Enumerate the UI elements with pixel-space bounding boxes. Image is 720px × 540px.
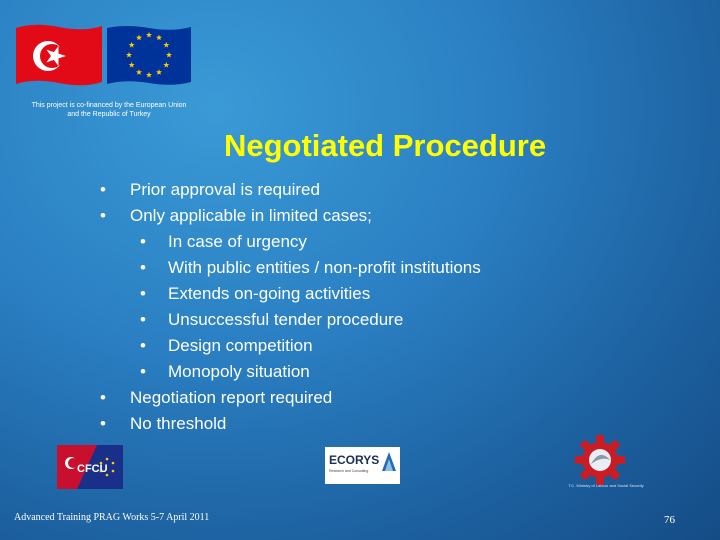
bullet-item: [100, 414, 620, 440]
bullet-item: [100, 180, 620, 206]
eu-flag-icon: [106, 24, 192, 88]
cofinance-line-1: This project is co-financed by the European Union: [31, 102, 187, 109]
slide-title: Negotiated Procedure: [223, 128, 547, 163]
sub-bullet-item: [100, 232, 620, 258]
footer-text: Advanced Training PRAG Works 5-7 April 2011: [14, 512, 210, 523]
bullet-text: Only applicable in limited cases;: [130, 206, 372, 225]
ecorys-logo-icon: [325, 447, 400, 484]
bullet-dot: •: [140, 232, 146, 251]
cofinance-line-2: and the Republic of Turkey: [67, 111, 151, 118]
bullet-text: Prior approval is required: [130, 180, 320, 199]
ecorys-triangle-icon: [381, 451, 397, 477]
sub-bullet-item: [100, 336, 620, 362]
bullet-text: In case of urgency: [168, 232, 307, 251]
bullet-item: [100, 388, 620, 414]
bullet-dot: •: [140, 258, 146, 277]
sub-bullet-item: [100, 310, 620, 336]
ecorys-tagline: Research and Consulting: [329, 469, 369, 473]
bullet-dot: •: [140, 336, 146, 355]
bullet-text: Design competition: [168, 336, 313, 355]
bullet-dot: •: [100, 206, 106, 225]
turkey-flag-icon: [14, 22, 104, 88]
ecorys-logo-text: ECORYS: [329, 453, 380, 467]
bullet-text: Negotiation report required: [130, 388, 333, 407]
bullet-dot: •: [100, 388, 106, 407]
bullet-text: Unsuccessful tender procedure: [168, 310, 404, 329]
bullet-text: Monopoly situation: [168, 362, 310, 381]
gear-logo-icon: [570, 434, 640, 489]
bullet-dot: •: [140, 362, 146, 381]
bullet-text: No threshold: [130, 414, 227, 433]
bullet-dot: •: [140, 310, 146, 329]
bullet-text: With public entities / non-profit institutions: [168, 258, 481, 277]
bullet-dot: •: [100, 180, 106, 199]
sub-bullet-item: [100, 362, 620, 388]
cofinance-notice: [14, 101, 204, 119]
bullet-dot: •: [100, 414, 106, 433]
page-number: 76: [664, 514, 675, 526]
bullet-dot: •: [140, 284, 146, 303]
gear-logo-caption: T.C. Ministry of Labour and Social Security: [568, 483, 644, 488]
sub-bullet-item: [100, 284, 620, 310]
cfcu-logo-text: CFCU: [77, 463, 108, 475]
bullet-item: [100, 206, 620, 232]
sub-bullet-item: [100, 258, 620, 284]
cfcu-logo-icon: [57, 445, 123, 489]
bullet-text: Extends on-going activities: [168, 284, 371, 303]
